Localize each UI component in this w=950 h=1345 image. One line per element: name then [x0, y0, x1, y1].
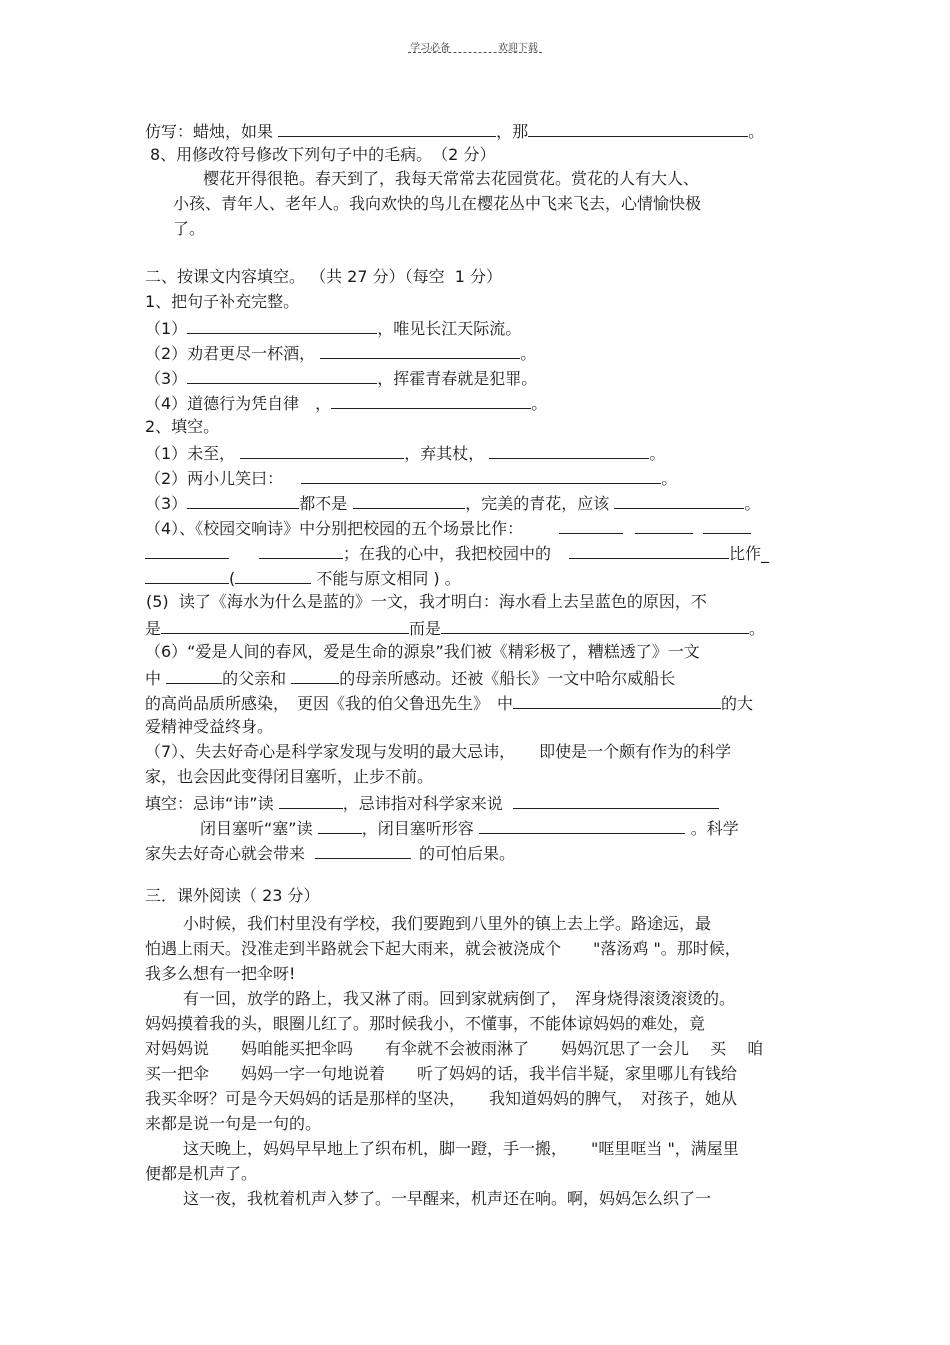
- question-2-7-end: [145, 841, 515, 865]
- text: ，挥霍青春就是犯罪。: [377, 369, 538, 388]
- blank[interactable]: [315, 841, 411, 859]
- text: 填空：忌讳“讳”读: [145, 794, 274, 813]
- blank[interactable]: [187, 491, 299, 509]
- blank[interactable]: [569, 541, 729, 559]
- text: （2）劝君更尽一杯酒，: [145, 344, 316, 363]
- section-3-heading: 三．课外阅读（ 23 分）: [145, 886, 320, 905]
- text: 的母亲所感动。还被《船长》一文中哈尔威船长: [339, 669, 676, 688]
- blank[interactable]: [528, 119, 748, 137]
- blank[interactable]: [353, 491, 465, 509]
- text: 。: [661, 469, 678, 488]
- question-2-5: (5) 读了《海水为什么是蓝的》一文，我才明白：海水看上去呈蓝色的原因，不: [146, 592, 707, 611]
- question-2-6-end: 爱精神受益终身。: [145, 717, 274, 736]
- text: ，那: [496, 122, 529, 141]
- text: ；在我的心中，我把校园中的: [343, 544, 552, 563]
- question-1-1: [145, 316, 521, 340]
- text: ，闭目塞听形容: [361, 819, 474, 838]
- question-2-2: [145, 466, 677, 490]
- blank[interactable]: [161, 616, 409, 634]
- imitation-line: [145, 119, 764, 143]
- blank[interactable]: [441, 616, 749, 634]
- text: （1）未至，: [145, 444, 236, 463]
- reading-paragraph: 我买伞呀？可是今天妈妈的话是那样的坚决， 我知道妈妈的脾气， 对孩子，她从: [145, 1089, 738, 1108]
- question-2-7-cont: 家，也会因此变得闭目塞听，止步不前。: [145, 767, 434, 786]
- text: ，忌讳指对科学家来说: [342, 794, 503, 813]
- question-2-4-end: [145, 566, 461, 590]
- blank[interactable]: [703, 516, 751, 534]
- text: 仿写：蜡烛，如果: [145, 122, 274, 141]
- paragraph-line: 了。: [173, 219, 206, 238]
- question-2-7-fill2: [200, 816, 739, 840]
- reading-paragraph: 来都是说一句是一句的。: [145, 1114, 322, 1133]
- blank[interactable]: [331, 391, 531, 409]
- header-left: 学习必备: [410, 43, 450, 54]
- text: ，弃其杖，: [404, 444, 485, 463]
- text: （1）: [145, 319, 188, 338]
- text: （3）: [145, 369, 188, 388]
- text: （4）道德行为凭自律 ，: [145, 394, 332, 413]
- blank[interactable]: [145, 541, 229, 559]
- question-2-3: [145, 491, 760, 515]
- question-2-4: [145, 516, 751, 540]
- text: 的父亲和: [222, 669, 287, 688]
- blank[interactable]: [301, 466, 661, 484]
- question-1-3: [145, 366, 537, 390]
- text: 。: [531, 394, 548, 413]
- section-2-heading: 二、按课文内容填空。 （共 27 分）（每空 1 分）: [145, 267, 503, 286]
- text: 的可怕后果。: [419, 844, 516, 863]
- reading-paragraph: 这一夜，我枕着机声入梦了。一早醒来，机声还在响。啊，妈妈怎么织了一: [183, 1189, 712, 1208]
- reading-paragraph: 有一回，放学的路上，我又淋了雨。回到家就病倒了， 浑身烧得滚烫滚烫的。: [183, 989, 736, 1008]
- question-1-2: [145, 341, 536, 365]
- text: 比作_: [729, 544, 770, 563]
- text: 而是: [409, 619, 442, 638]
- reading-paragraph: 对妈妈说 妈咱能买把伞吗 有伞就不会被雨淋了 妈妈沉思了一会儿 买 咱: [145, 1039, 764, 1058]
- header-right: 欢迎下载: [498, 43, 538, 54]
- paragraph-line: 樱花开得很艳。春天到了，我每天常常去花园赏花。赏花的人有大人、: [203, 169, 700, 188]
- header-divider: [408, 52, 542, 53]
- text: (: [229, 569, 236, 588]
- text: （2）两小儿笑曰：: [145, 469, 284, 488]
- text: 的高尚品质所感染， 更因《我的伯父鲁迅先生》 中: [145, 694, 514, 713]
- question-2-heading: 2、填空。: [145, 417, 220, 436]
- text: ，完美的青花，应该: [465, 494, 610, 513]
- blank[interactable]: [235, 566, 311, 584]
- blank[interactable]: [145, 566, 229, 584]
- blank[interactable]: [279, 791, 343, 809]
- text: （3）: [145, 494, 188, 513]
- blank[interactable]: [320, 341, 520, 359]
- text: 是: [145, 619, 162, 638]
- reading-paragraph: 买一把伞 妈妈一字一句地说着 听了妈妈的话，我半信半疑，家里哪儿有钱给: [145, 1064, 738, 1083]
- reading-paragraph: 小时候，我们村里没有学校，我们要跑到八里外的镇上去上学。路途远，最: [183, 914, 712, 933]
- blank[interactable]: [479, 816, 685, 834]
- reading-paragraph: 便都是机声了。: [145, 1164, 258, 1183]
- blank[interactable]: [635, 516, 693, 534]
- question-8: 8、用修改符号修改下列句子中的毛病。 （2 分）: [150, 145, 496, 164]
- blank[interactable]: [489, 441, 649, 459]
- text: （4）、《校园交响诗》中分别把校园的五个场景比作：: [145, 519, 524, 538]
- reading-paragraph: 这天晚上，妈妈早早地上了织布机，脚一蹬，手一搬， "哐里哐当 "，满屋里: [183, 1139, 739, 1158]
- blank[interactable]: [513, 691, 721, 709]
- question-2-6: （6）“爱是人间的春风，爱是生命的源泉”我们被《精彩极了，糟糕透了》一文: [145, 642, 700, 661]
- question-2-6-cont: [145, 666, 675, 690]
- reading-paragraph: 我多么想有一把伞呀!: [145, 964, 296, 983]
- text: 中: [145, 669, 162, 688]
- question-2-7: （7）、失去好奇心是科学家发现与发明的最大忌讳， 即使是一个颇有作为的科学: [145, 742, 732, 761]
- question-2-1: [145, 441, 665, 465]
- question-2-6-cont2: [145, 691, 753, 715]
- blank[interactable]: [278, 119, 496, 137]
- reading-paragraph: 妈妈摸着我的头，眼圈儿红了。那时候我小，不懂事，不能体谅妈妈的难处，竟: [145, 1014, 706, 1033]
- text: 。: [649, 444, 666, 463]
- blank[interactable]: [614, 491, 744, 509]
- text: 闭目塞听“塞”读: [200, 819, 313, 838]
- blank[interactable]: [559, 516, 623, 534]
- blank[interactable]: [187, 366, 377, 384]
- text: 。: [520, 344, 537, 363]
- text: 都不是: [299, 494, 348, 513]
- text: ，唯见长江天际流。: [377, 319, 522, 338]
- question-2-5-cont: [145, 616, 765, 640]
- question-2-7-fill: [145, 791, 719, 815]
- question-1-heading: 1、把句子补充完整。: [145, 292, 300, 311]
- blank[interactable]: [513, 791, 719, 809]
- blank[interactable]: [291, 666, 339, 684]
- blank[interactable]: [240, 441, 404, 459]
- paragraph-line: 小孩、青年人、老年人。我向欢快的鸟儿在樱花丛中飞来飞去，心情愉快极: [173, 194, 702, 213]
- blank[interactable]: [187, 316, 377, 334]
- text: 。: [744, 494, 761, 513]
- text: 家失去好奇心就会带来: [145, 844, 306, 863]
- text: 。科学: [690, 819, 739, 838]
- text: 。: [749, 619, 766, 638]
- question-2-4-cont: [145, 541, 769, 565]
- reading-paragraph: 怕遇上雨天。没准走到半路就会下起大雨来，就会被浇成个 "落汤鸡 "。那时候，: [145, 939, 741, 958]
- blank[interactable]: [166, 666, 222, 684]
- question-1-4: [145, 391, 547, 415]
- text: 的大: [721, 694, 754, 713]
- blank[interactable]: [318, 816, 362, 834]
- blank[interactable]: [259, 541, 343, 559]
- text: 不能与原文相同 ) 。: [316, 569, 461, 588]
- text: 。: [748, 122, 765, 141]
